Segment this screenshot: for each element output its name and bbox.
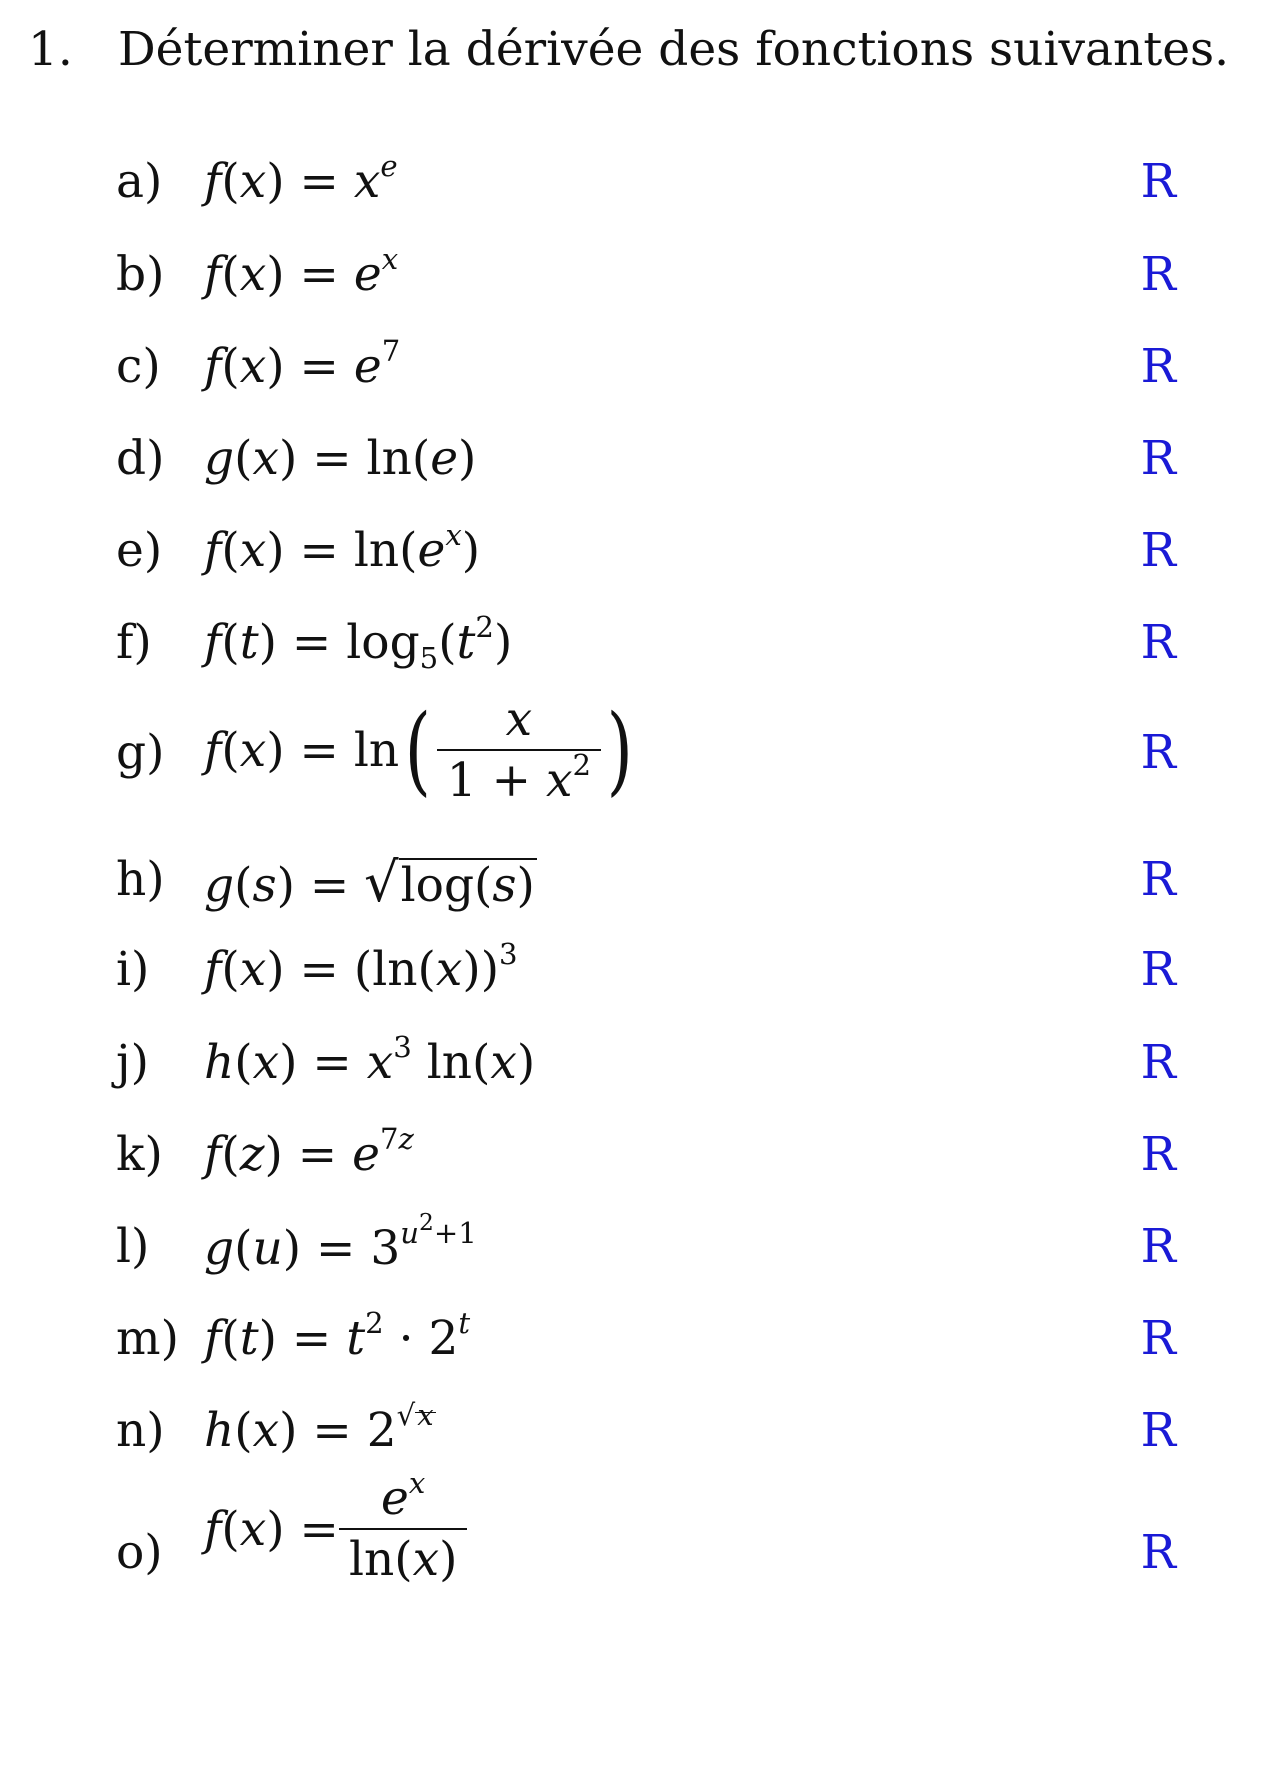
- item-label: i): [116, 942, 150, 997]
- formula-m: $f(t) = t^2 \cdot 2^t$: [204, 1306, 471, 1366]
- answer-link-o[interactable]: R: [1140, 1525, 1176, 1580]
- formula-j: $h(x) = x^3$ ln(x): [204, 1030, 536, 1090]
- answer-link-h[interactable]: R: [1140, 852, 1176, 907]
- list-item: [116, 1466, 1176, 1595]
- formula-b: $f(x) = e^x$: [204, 242, 399, 302]
- item-label: d): [116, 431, 165, 486]
- formula-o: f(x) = $\frac{e^x}{\ln(x)}$: [204, 1475, 467, 1583]
- item-label: h): [116, 852, 165, 907]
- formula-l: $g(u) = 3^{u^2+1}$: [204, 1209, 477, 1276]
- formula-f: $f(t) = \log_5(t^2)$: [204, 610, 513, 676]
- item-label: j): [116, 1035, 149, 1090]
- formula-i: $f(x) = (\ln(x))^3$: [204, 937, 518, 997]
- formula-c: $f(x) = e^7$: [204, 334, 401, 394]
- exercise-number: 1.: [28, 22, 73, 77]
- item-label: l): [116, 1219, 150, 1274]
- formula-d: g(x) = ln(e): [204, 431, 477, 486]
- formula-e: $f(x) = \ln(e^x)$: [204, 518, 481, 578]
- item-label: b): [116, 247, 165, 302]
- item-label: m): [116, 1311, 179, 1366]
- answer-link-k[interactable]: R: [1140, 1127, 1176, 1182]
- item-label: o): [116, 1525, 163, 1580]
- answer-link-b[interactable]: R: [1140, 247, 1176, 302]
- item-label: e): [116, 523, 163, 578]
- answer-link-c[interactable]: R: [1140, 339, 1176, 394]
- item-label: c): [116, 339, 161, 394]
- item-label: g): [116, 725, 165, 780]
- answer-link-a[interactable]: R: [1140, 154, 1176, 209]
- item-label: k): [116, 1127, 163, 1182]
- square-root: √log(s): [364, 851, 535, 914]
- formula-k: $f(z) = e^{7z}$: [204, 1122, 414, 1182]
- formula-a: $f(x) = x^e$: [204, 149, 398, 209]
- answer-link-n[interactable]: R: [1140, 1403, 1176, 1458]
- answer-link-e[interactable]: R: [1140, 523, 1176, 578]
- answer-link-i[interactable]: R: [1140, 942, 1176, 997]
- item-label: a): [116, 154, 163, 209]
- exercise-instruction: Déterminer la dérivée des fonctions suivantes.: [118, 22, 1230, 77]
- list-item: [116, 692, 1176, 808]
- exercise-heading: [28, 22, 1230, 77]
- answer-link-m[interactable]: R: [1140, 1311, 1176, 1366]
- answer-link-d[interactable]: R: [1140, 431, 1176, 486]
- answer-link-f[interactable]: R: [1140, 615, 1176, 670]
- item-label: f): [116, 615, 152, 670]
- answer-link-j[interactable]: R: [1140, 1035, 1176, 1090]
- answer-link-g[interactable]: R: [1140, 725, 1176, 780]
- answer-link-l[interactable]: R: [1140, 1219, 1176, 1274]
- formula-g: f(x) = ln( $\frac{x}{1 + x^2}$ ): [204, 692, 633, 808]
- formula-n: $h(x) = 2^{√x}$: [204, 1398, 434, 1458]
- formula-h: g(s) = √log(s): [204, 851, 535, 914]
- item-label: n): [116, 1403, 165, 1458]
